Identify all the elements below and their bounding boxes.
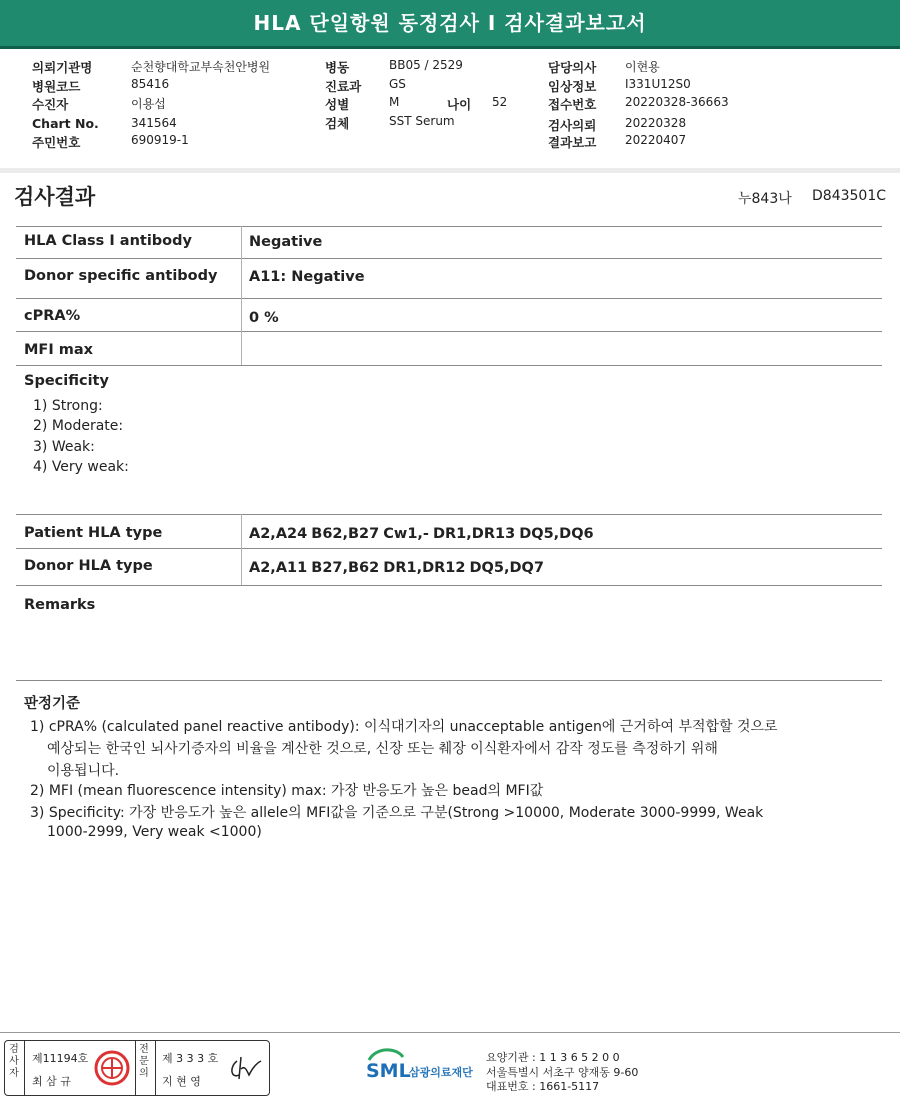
- chart-label: Chart No.: [32, 116, 99, 131]
- criteria-line: 3) Specificity: 가장 반응도가 높은 allele의 MFI값을 기준으로 구분(Strong >10000, Moderate 3000-9999, Weak: [30, 805, 764, 821]
- section-rule: [16, 680, 882, 681]
- table-divider: [241, 514, 242, 585]
- table-rule: [16, 258, 882, 259]
- criteria-line: 2) MFI (mean fluorescence intensity) max: 가장 반응도가 높은 bead의 MFI값: [30, 783, 544, 799]
- org-value: 순천향대학교부속천안병원: [131, 60, 271, 74]
- doctor-label: 담당의사: [548, 60, 597, 75]
- sex-value: M: [389, 95, 400, 109]
- report-value: 20220407: [625, 133, 687, 147]
- receipt-label: 접수번호: [548, 97, 597, 112]
- seal-stamp-icon: [93, 1049, 131, 1087]
- result-label-class1: HLA Class I antibody: [24, 233, 192, 249]
- hospcode-value: 85416: [131, 77, 170, 91]
- sml-logo-arc-icon: [366, 1047, 406, 1061]
- specimen-label: 검체: [325, 116, 350, 131]
- result-value-cpra: 0 %: [249, 310, 279, 326]
- examiner-name: 최 삼 규: [32, 1075, 71, 1088]
- section-code-1: 누843나: [738, 191, 792, 207]
- table-rule: [16, 331, 882, 332]
- result-label-mfi: MFI max: [24, 342, 94, 358]
- specialist-vertical-label: 전문의: [139, 1044, 149, 1079]
- hla-value-patient: A2,A24 B62,B27 Cw1,- DR1,DR13 DQ5,DQ6: [249, 526, 594, 542]
- remarks-title: Remarks: [24, 597, 96, 613]
- facility-code: 요양기관 : 1 1 3 6 5 2 0 0: [486, 1051, 620, 1064]
- result-label-dsa: Donor specific antibody: [24, 268, 218, 284]
- clinical-value: I331U12S0: [625, 77, 691, 91]
- table-rule: [16, 585, 882, 586]
- specificity-item: 3) Weak:: [33, 439, 95, 455]
- table-rule: [16, 548, 882, 549]
- patient-info-block: [0, 52, 900, 170]
- result-label-cpra: cPRA%: [24, 308, 81, 324]
- specificity-item: 1) Strong:: [33, 398, 103, 414]
- doctor-value: 이현용: [625, 60, 660, 74]
- patient-label: 수진자: [32, 97, 69, 112]
- criteria-title: 판정기준: [24, 696, 81, 712]
- hla-label-patient: Patient HLA type: [24, 525, 163, 541]
- criteria-line: 1000-2999, Very weak <1000): [47, 824, 262, 840]
- criteria-line: 이용됩니다.: [47, 763, 120, 779]
- table-rule: [16, 298, 882, 299]
- footer-rule: [0, 1032, 900, 1033]
- patient-value: 이용섭: [131, 97, 166, 111]
- specificity-title: Specificity: [24, 373, 109, 389]
- chart-value: 341564: [131, 116, 177, 130]
- table-divider: [241, 226, 242, 365]
- request-label: 검사의뢰: [548, 118, 597, 133]
- request-value: 20220328: [625, 116, 687, 130]
- result-value-dsa: A11: Negative: [249, 269, 365, 285]
- table-rule: [16, 514, 882, 515]
- receipt-value: 20220328-36663: [625, 95, 729, 109]
- ward-label: 병동: [325, 60, 350, 75]
- report-label: 결과보고: [548, 135, 597, 150]
- hospcode-label: 병원코드: [32, 79, 81, 94]
- sex-label: 성별: [325, 97, 350, 112]
- hla-value-donor: A2,A11 B27,B62 DR1,DR12 DQ5,DQ7: [249, 560, 544, 576]
- phone: 대표번호 : 1661-5117: [486, 1080, 600, 1093]
- age-label: 나이: [447, 97, 472, 112]
- signature-box: [4, 1040, 270, 1096]
- separator-band: [0, 168, 900, 173]
- criteria-line: 1) cPRA% (calculated panel reactive antibody): 이식대기자의 unacceptable antigen에 근거하여 부적합할 것으로: [30, 719, 778, 735]
- examiner-license: 제11194호: [32, 1052, 89, 1065]
- rrn-value: 690919-1: [131, 133, 189, 147]
- section-code-2: D843501C: [812, 188, 886, 204]
- clinical-label: 임상정보: [548, 79, 597, 94]
- table-rule: [16, 365, 882, 366]
- sml-logo: SML: [366, 1060, 411, 1082]
- result-value-class1: Negative: [249, 234, 323, 250]
- signature-icon: [227, 1053, 265, 1083]
- specimen-value: SST Serum: [389, 114, 455, 128]
- address: 서울특별시 서초구 양재동 9-60: [486, 1066, 639, 1079]
- dept-label: 진료과: [325, 79, 362, 94]
- section-title: 검사결과: [14, 185, 96, 209]
- dept-value: GS: [389, 77, 406, 91]
- hla-label-donor: Donor HLA type: [24, 558, 153, 574]
- criteria-line: 예상되는 한국인 뇌사기증자의 비율을 계산한 것으로, 신장 또는 췌장 이식환자에서 감작 정도를 측정하기 위해: [47, 741, 718, 757]
- age-value: 52: [492, 95, 508, 109]
- org-name: 삼광의료재단: [409, 1066, 473, 1079]
- specificity-item: 4) Very weak:: [33, 459, 129, 475]
- rrn-label: 주민번호: [32, 135, 81, 150]
- specialist-name: 지 현 영: [162, 1075, 201, 1088]
- specialist-license: 제 3 3 3 호: [162, 1052, 219, 1065]
- ward-value: BB05 / 2529: [389, 58, 463, 72]
- org-label: 의뢰기관명: [32, 60, 93, 75]
- specificity-item: 2) Moderate:: [33, 418, 124, 434]
- table-rule: [16, 226, 882, 227]
- examiner-vertical-label: 검사자: [9, 1044, 19, 1079]
- report-title: HLA 단일항원 동정검사 I 검사결과보고서: [0, 0, 900, 49]
